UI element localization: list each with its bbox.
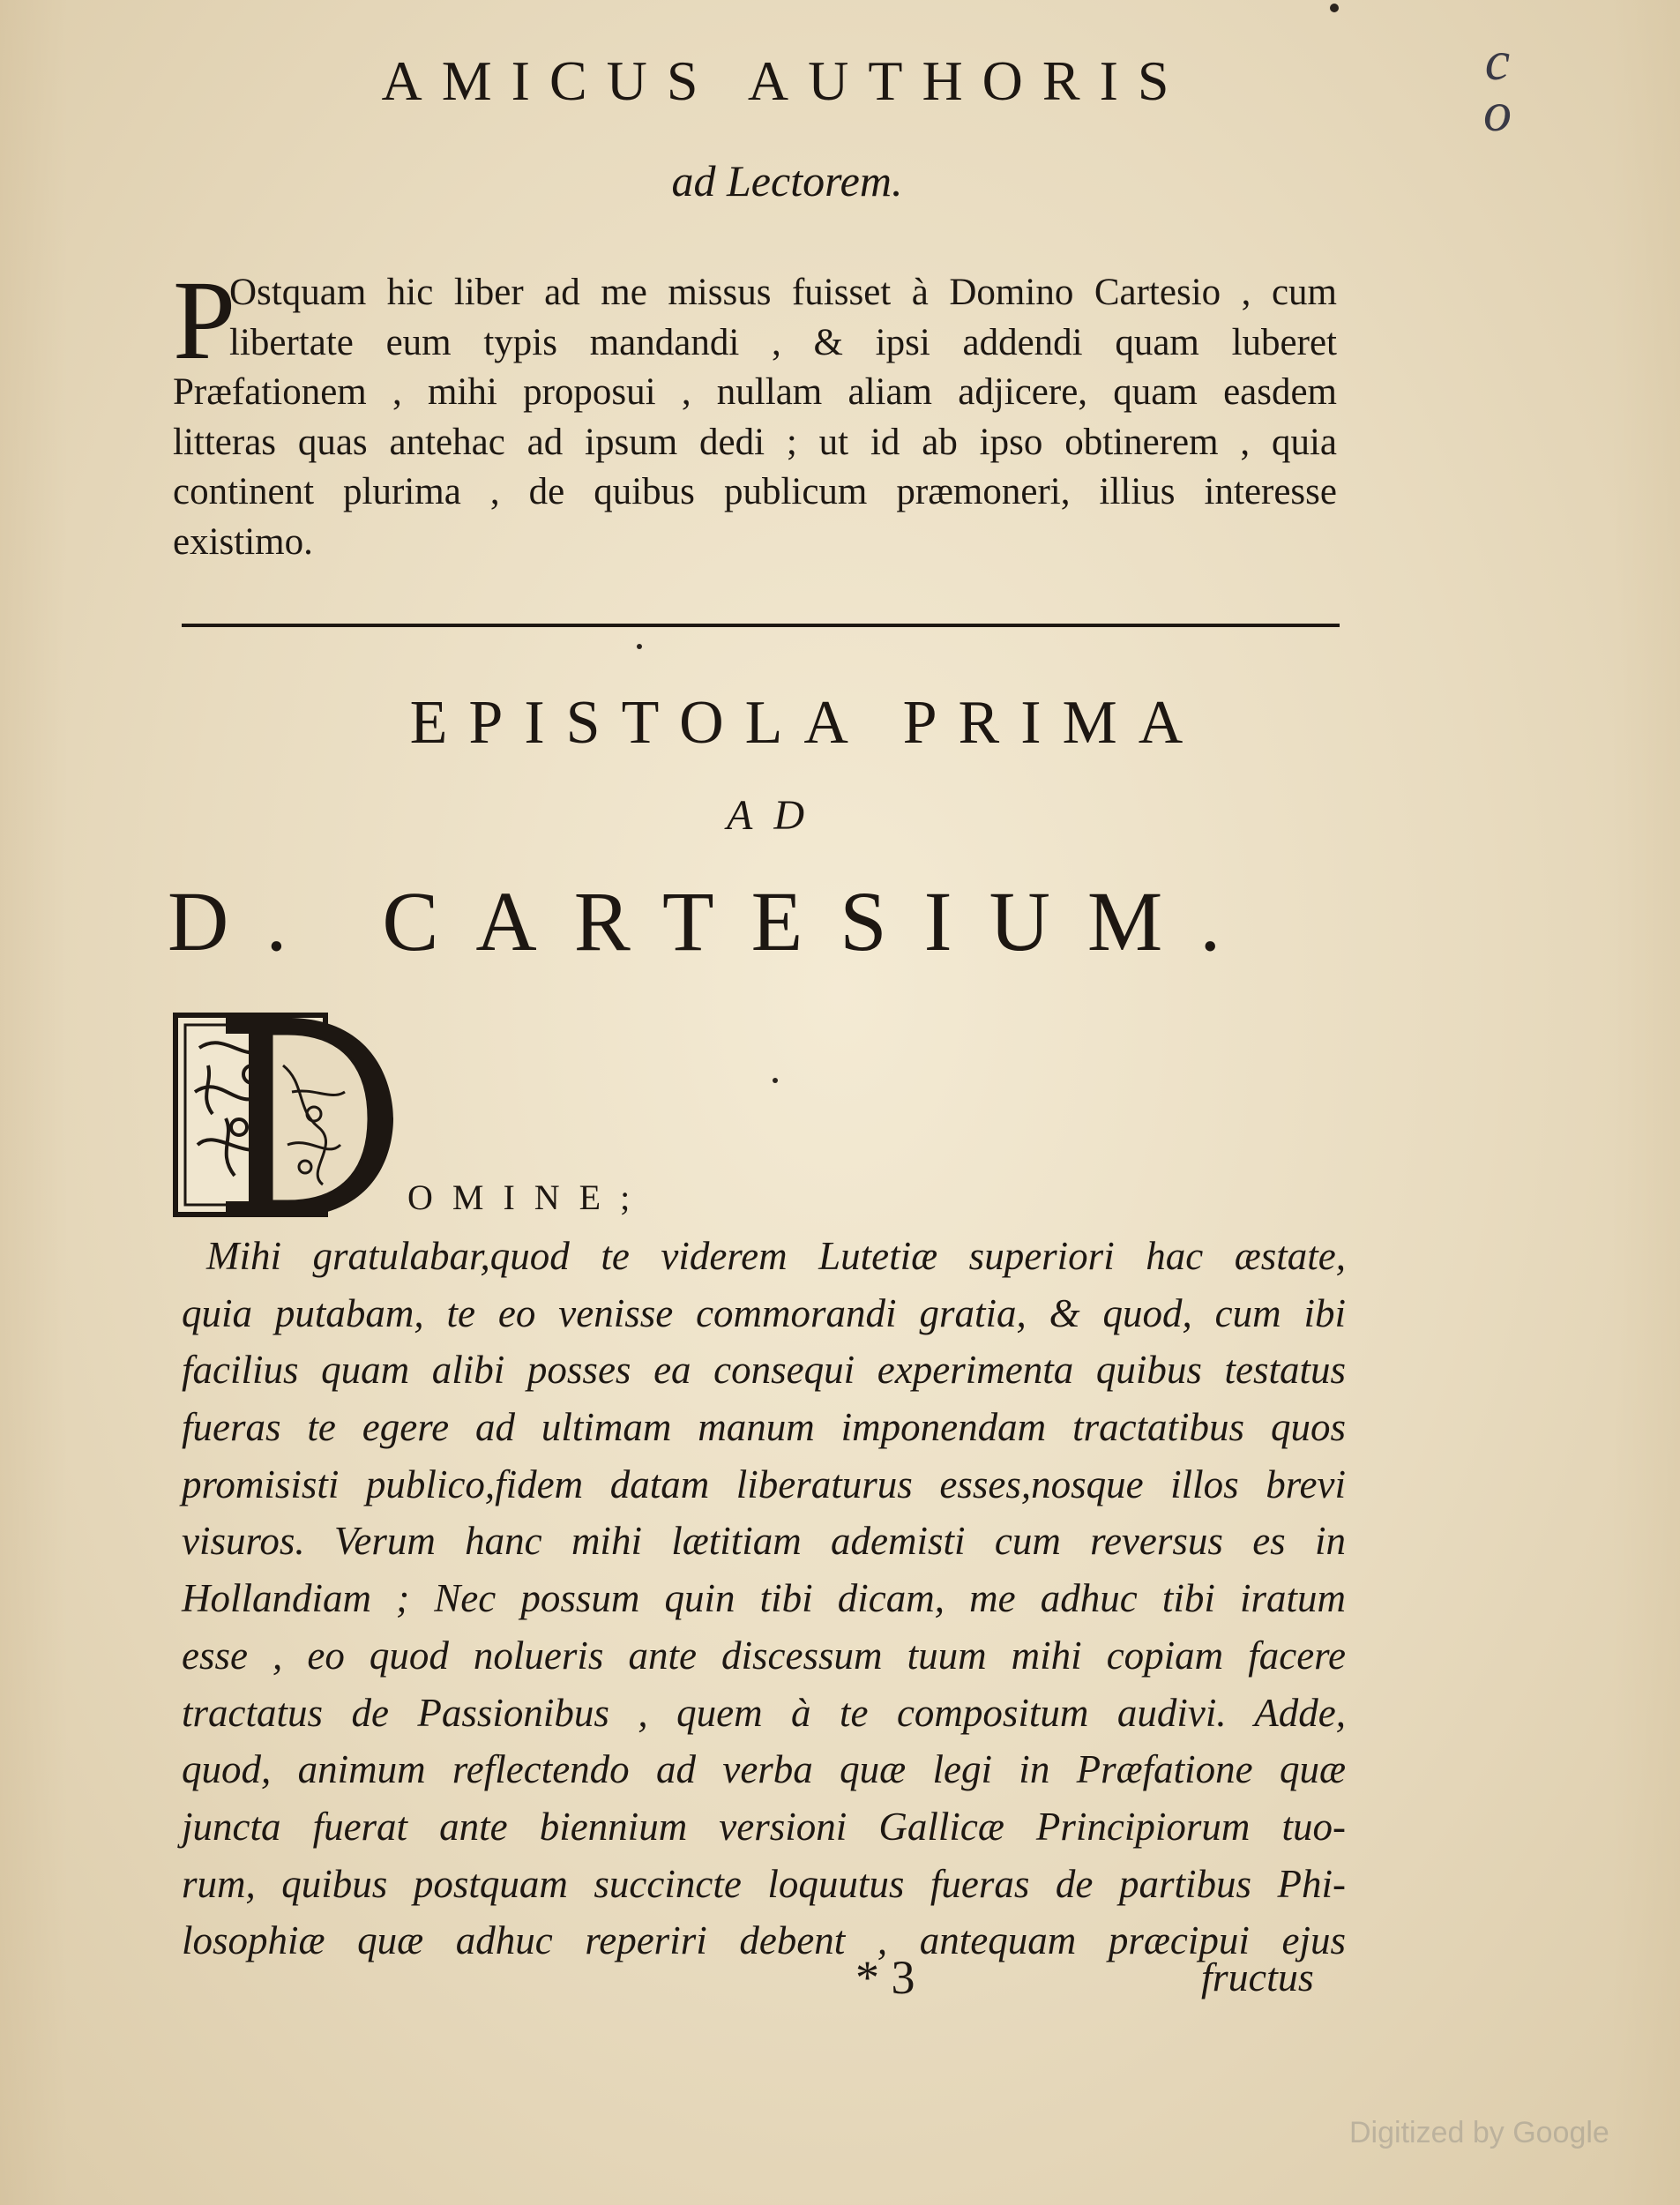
letter-line: juncta fuerat ante biennium versioni Gallicæ Principiorum tuo- xyxy=(182,1804,1346,1849)
letter-line: visuros. Verum hanc mihi lætitiam ademisti cum reversus es in xyxy=(182,1519,1346,1564)
letter-line: promisisti publico,fidem datam liberaturus esses,nosque illos brevi xyxy=(182,1461,1346,1506)
letter-line: rum, quibus postquam succincte loquutus fueras de partibus Phi- xyxy=(182,1861,1346,1906)
page-subtitle: ad Lectorem. xyxy=(671,156,903,206)
digitization-watermark: Digitized by Google xyxy=(1349,2116,1609,2149)
epistle-recipient: D. CARTESIUM. xyxy=(168,874,1258,968)
intro-line: litteras quas antehac ad ipsum dedi ; ut id ab ipso obtinerem , quia xyxy=(173,421,1337,463)
intro-paragraph xyxy=(173,258,1337,567)
letter-line: facilius quam alibi posses ea consequi experimenta quibus testatus xyxy=(182,1348,1346,1393)
ink-speck xyxy=(1330,4,1339,12)
ink-speck xyxy=(773,1078,778,1083)
letter-line: quod, animum reflectendo ad verba quæ legi in Præfatione quæ xyxy=(182,1747,1346,1792)
letter-line: fueras te egere ad ultimam manum imponendam tractatibus quos xyxy=(182,1405,1346,1450)
epistle-heading-ad: AD xyxy=(727,792,825,839)
ink-speck xyxy=(637,644,642,649)
page-title: AMICUS AUTHORIS xyxy=(381,49,1189,112)
intro-line: Præfationem , mihi proposui , nullam aliam adjicere, quam easdem xyxy=(173,371,1337,413)
letter-line: losophiæ quæ adhuc reperiri debent , antequam præcipui ejus xyxy=(182,1918,1346,1963)
margin-ink-mark: c o xyxy=(1483,29,1512,143)
ornament-icon xyxy=(173,1013,395,1224)
catchword: fructus xyxy=(1201,1955,1314,1999)
signature-mark: * 3 xyxy=(855,1951,915,2004)
letter-line: esse , eo quod nolueris ante discessum tuum mihi copiam facere xyxy=(182,1633,1346,1678)
intro-line: libertate eum typis mandandi , & ipsi addendi quam luberet xyxy=(229,321,1337,363)
letter-body xyxy=(182,1228,1346,1970)
letter-line: Mihi gratulabar,quod te viderem Lutetiæ superiori hac æstate, xyxy=(206,1234,1346,1278)
letter-line: Hollandiam ; Nec possum quin tibi dicam, me adhuc tibi iratum xyxy=(182,1576,1346,1621)
letter-line: quia putabam, te eo venisse commorandi gratia, & quod, cum ibi xyxy=(182,1290,1346,1335)
intro-dropcap: P xyxy=(173,258,236,383)
intro-line: continent plurima , de quibus publicum præmoneri, illius interesse xyxy=(173,471,1337,512)
salutation: OMINE; xyxy=(407,1177,650,1217)
intro-line: Ostquam hic liber ad me missus fuisset à Domino Cartesio , cum xyxy=(229,272,1337,313)
letter-line: tractatus de Passionibus , quem à te compositum audivi. Adde, xyxy=(182,1690,1346,1735)
section-divider xyxy=(182,624,1340,627)
intro-line: existimo. xyxy=(173,520,313,563)
ornamental-dropcap xyxy=(173,1013,395,1224)
epistle-heading: EPISTOLA PRIMA xyxy=(409,689,1205,757)
